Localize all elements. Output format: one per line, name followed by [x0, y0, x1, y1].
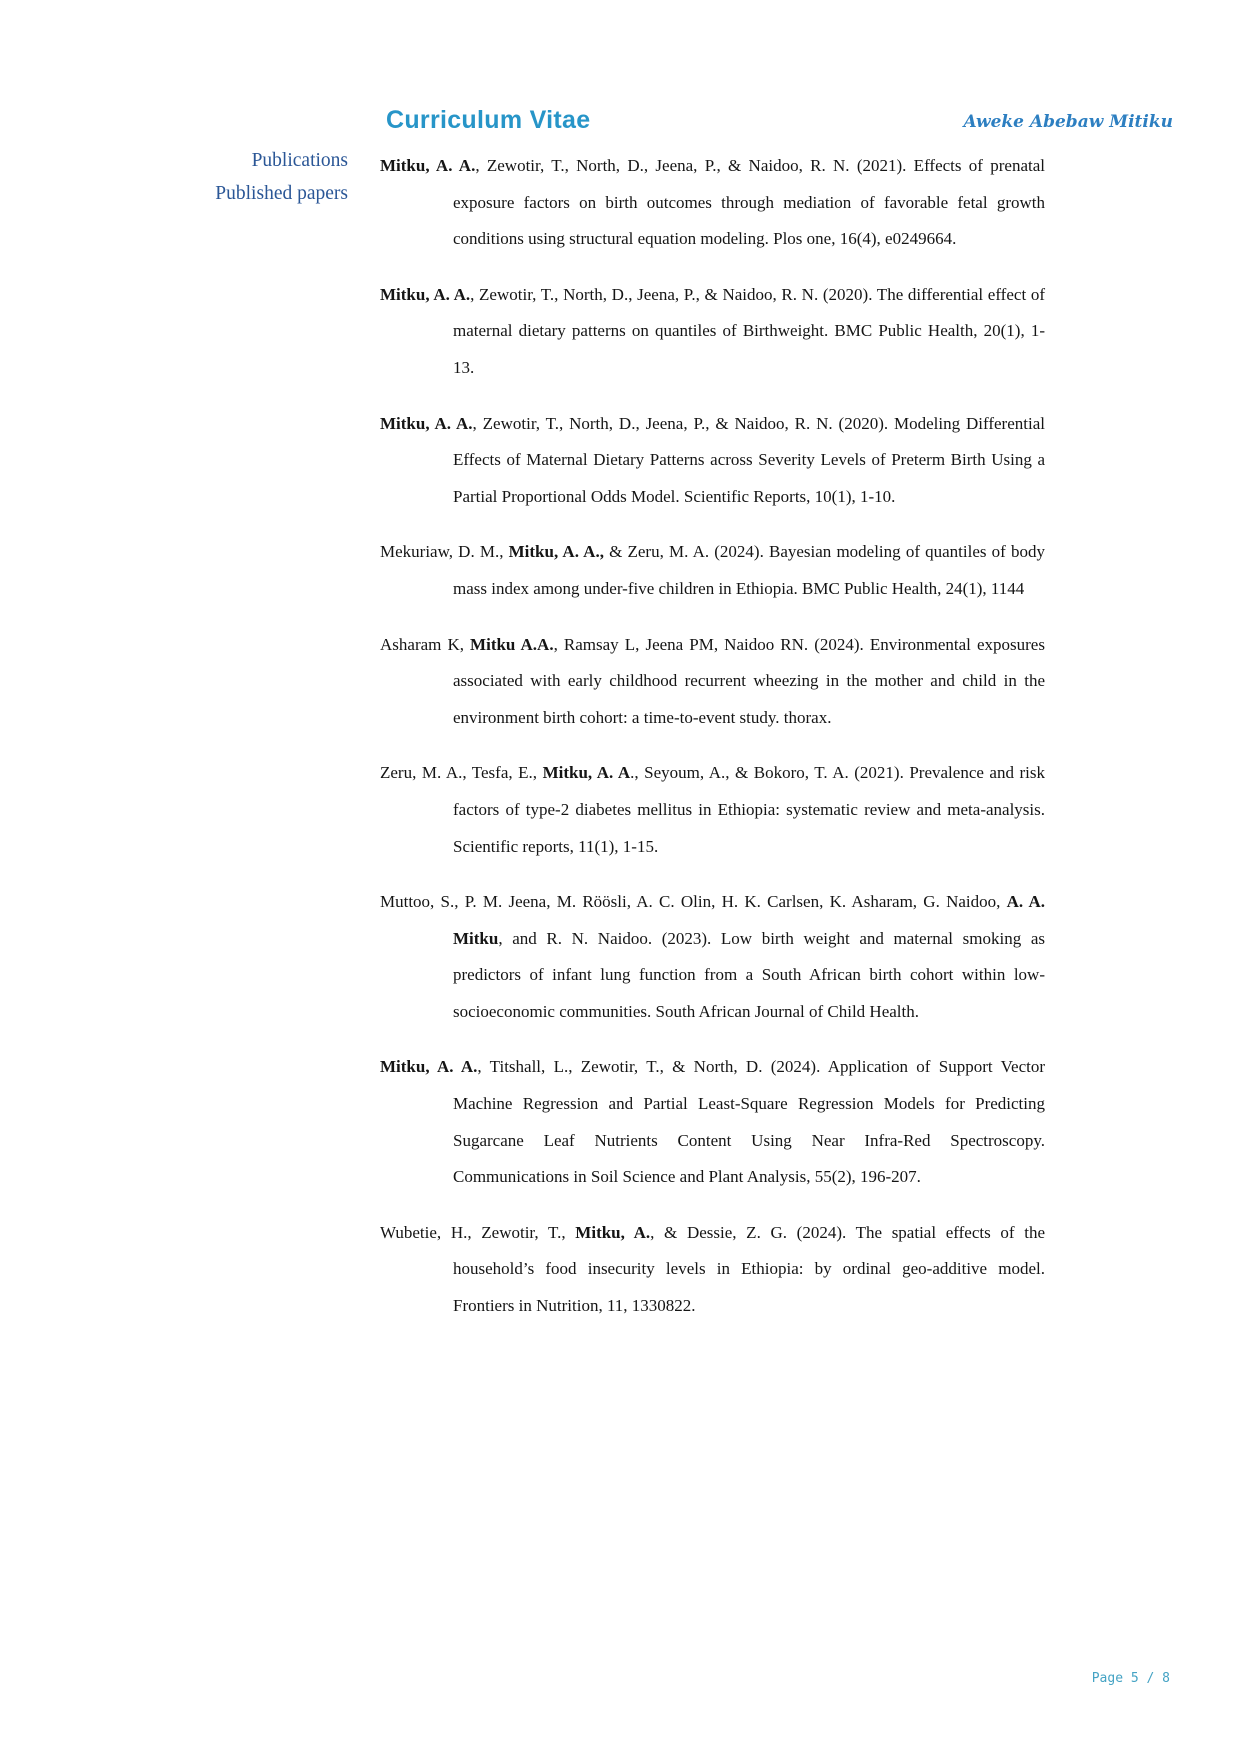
reference-text: , Zewotir, T., North, D., Jeena, P., & Naidoo, R. N. (2020). Modeling Differential Effects of Maternal Dietary Patterns across Severity Levels of Preterm Birth Using a Partial Proportional Odds Model. Scientific Reports, 10(1), 1-10.	[453, 413, 1045, 506]
reference-text: , Zewotir, T., North, D., Jeena, P., & Naidoo, R. N. (2020). The differential effect of maternal dietary patterns on quantiles of Birthweight. BMC Public Health, 20(1), 1-13.	[453, 284, 1045, 377]
author-highlight: Mitku, A. A.	[380, 1057, 478, 1077]
publication-entry	[380, 148, 1045, 258]
author-highlight: Mitku, A. A.	[380, 284, 471, 304]
reference-text: Muttoo, S., P. M. Jeena, M. Röösli, A. C. Olin, H. K. Carlsen, K. Asharam, G. Naidoo,	[380, 892, 1007, 912]
author-highlight: Mitku, A. A	[542, 763, 631, 783]
publication-entry	[380, 755, 1046, 865]
publication-entry	[380, 1215, 1045, 1325]
reference-text: , & Dessie, Z. G. (2024). The spatial effects of the household’s food insecurity levels in Ethiopia: by ordinal geo-additive model. Frontiers in Nutrition, 11, 1330822.	[453, 1222, 1045, 1316]
author-highlight: Mitku A.A.	[470, 634, 554, 654]
publication-entry	[380, 534, 1045, 607]
publication-entry	[380, 406, 1045, 516]
publication-entry	[380, 1049, 1045, 1195]
reference-text: Mekuriaw, D. M.,	[380, 542, 509, 562]
reference-text: , Titshall, L., Zewotir, T., & North, D. (2024). Application of Support Vector Machine Regression and Partial Least-Square Regression Models for Predicting Sugarcane Leaf Nutrients Content Using Near Infra-Red Spectroscopy. Communications in Soil Science and Plant Analysis, 55(2), 196-207.	[453, 1057, 1045, 1187]
page-number: Page 5 / 8	[1091, 1671, 1170, 1686]
author-highlight: Mitku, A. A.	[380, 156, 476, 175]
page-title: Curriculum Vitae	[386, 106, 591, 134]
publication-entry	[380, 277, 1045, 387]
reference-text: , Ramsay L, Jeena PM, Naidoo RN. (2024). Environmental exposures associated with early childhood recurrent wheezing in the mother and child in the environment birth cohort: a time-to-event study. thorax.	[453, 634, 1045, 727]
reference-text: , and R. N. Naidoo. (2023). Low birth weight and maternal smoking as predictors of infant lung function from a South African birth cohort within low-socioeconomic communities. South African Journal of Child Health.	[453, 928, 1045, 1021]
sidebar-section-labels	[0, 144, 348, 210]
sidebar-label-publications: Publications	[251, 150, 348, 171]
reference-text: Wubetie, H., Zewotir, T.,	[380, 1222, 576, 1242]
publications-list	[380, 148, 1046, 1344]
author-signature: Aweke Abebaw Mitiku	[963, 112, 1173, 132]
author-highlight: Mitku, A. A.,	[508, 542, 604, 562]
sidebar-label-published-papers: Published papers	[215, 183, 348, 204]
reference-text: Asharam K,	[380, 634, 471, 654]
reference-text: ., Seyoum, A., & Bokoro, T. A. (2021). Prevalence and risk factors of type-2 diabetes mellitus in Ethiopia: systematic review and meta-analysis. Scientific reports, 11(1), 1-15.	[453, 763, 1046, 856]
author-highlight: Mitku, A.	[575, 1222, 651, 1242]
author-highlight: A. A. Mitku	[453, 892, 1045, 948]
reference-text: , Zewotir, T., North, D., Jeena, P., & Naidoo, R. N. (2021). Effects of prenatal exposure factors on birth outcomes through mediation of favorable fetal growth conditions using structural equation modeling. Plos one, 16(4), e0249664.	[453, 156, 1045, 249]
reference-text: & Zeru, M. A. (2024). Bayesian modeling of quantiles of body mass index among under-five children in Ethiopia. BMC Public Health, 24(1), 1144	[453, 542, 1045, 598]
publication-entry	[380, 627, 1045, 737]
publication-entry	[380, 884, 1045, 1030]
reference-text: Zeru, M. A., Tesfa, E.,	[380, 763, 543, 783]
author-highlight: Mitku, A. A.	[380, 413, 473, 433]
